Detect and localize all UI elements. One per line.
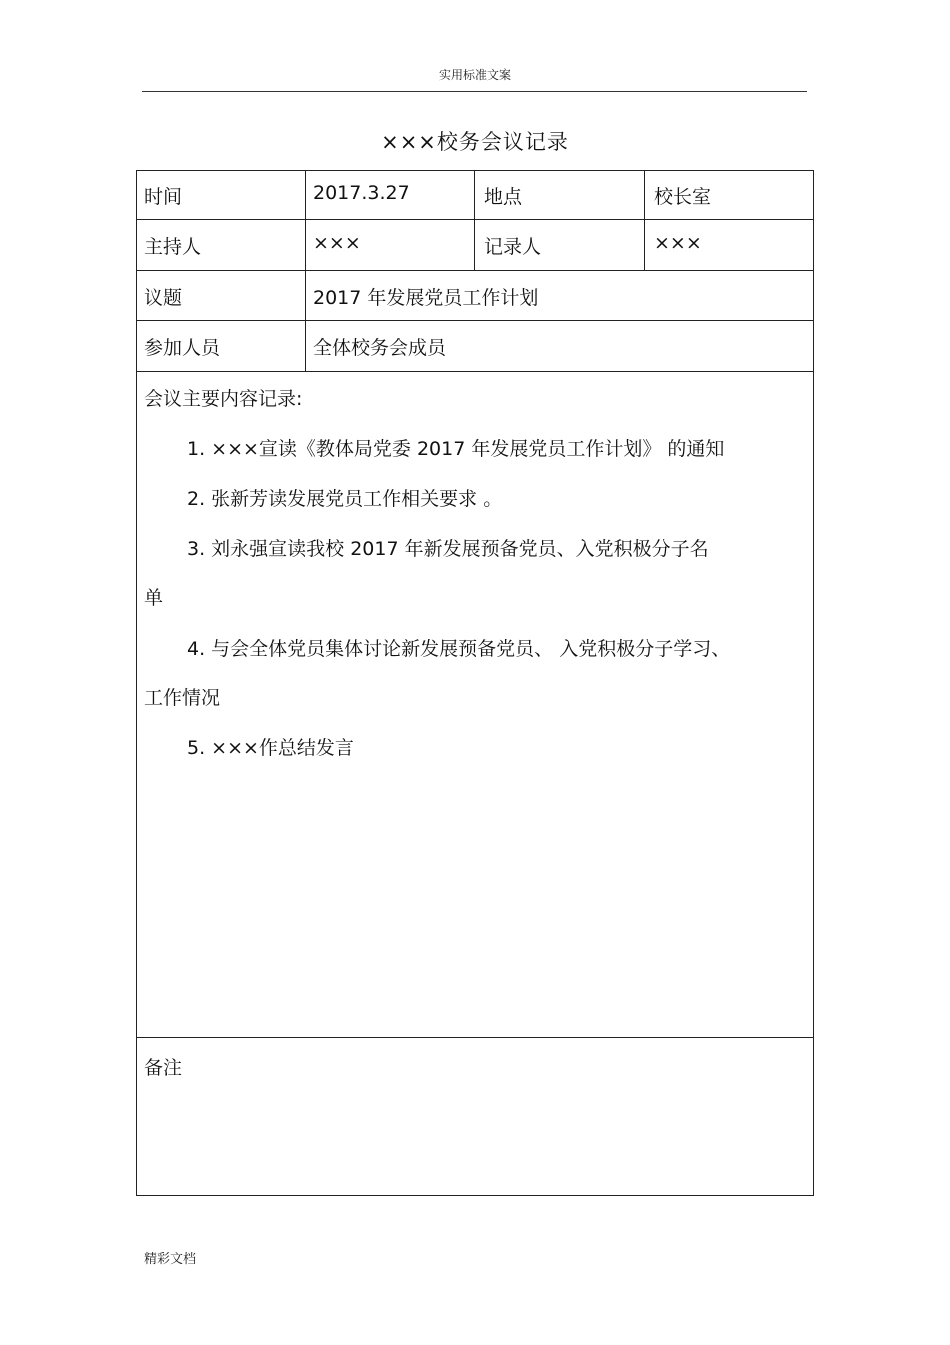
- content-item: 5. ×××作总结发言: [187, 737, 354, 759]
- place-value: 校长室: [654, 186, 712, 208]
- content-heading: 会议主要内容记录:: [144, 388, 303, 410]
- content-item: 4. 与会全体党员集体讨论新发展预备党员、 入党积极分子学习、: [187, 638, 731, 660]
- row-divider: [137, 1037, 813, 1038]
- host-value: ×××: [313, 232, 361, 254]
- row-divider: [137, 320, 813, 321]
- attendees-label: 参加人员: [144, 337, 221, 359]
- recorder-value: ×××: [654, 232, 702, 254]
- header-rule: [142, 91, 807, 92]
- recorder-label: 记录人: [484, 236, 542, 258]
- attendees-value: 全体校务会成员: [313, 337, 447, 359]
- content-item-continuation: 工作情况: [144, 687, 221, 709]
- time-value: 2017.3.27: [313, 182, 410, 204]
- topic-label: 议题: [144, 287, 183, 309]
- column-divider: [305, 171, 306, 371]
- place-label: 地点: [484, 186, 523, 208]
- column-divider: [644, 171, 645, 270]
- row-divider: [137, 219, 813, 220]
- row-divider: [137, 371, 813, 372]
- page-header-text: 实用标准文案: [438, 68, 511, 82]
- row-divider: [137, 270, 813, 271]
- content-item-continuation: 单: [144, 587, 164, 609]
- content-item: 3. 刘永强宣读我校 2017 年新发展预备党员、入党积极分子名: [187, 538, 709, 560]
- column-divider: [474, 171, 475, 270]
- host-label: 主持人: [144, 236, 202, 258]
- meeting-record-table: [136, 170, 814, 1196]
- document-title: ×××校务会议记录: [381, 130, 569, 154]
- remarks-label: 备注: [144, 1057, 183, 1079]
- content-item: 1. ×××宣读《教体局党委 2017 年发展党员工作计划》 的通知: [187, 438, 725, 460]
- time-label: 时间: [144, 186, 183, 208]
- topic-value: 2017 年发展党员工作计划: [313, 287, 539, 309]
- page-footer-text: 精彩文档: [144, 1252, 197, 1267]
- content-item: 2. 张新芳读发展党员工作相关要求 。: [187, 488, 503, 510]
